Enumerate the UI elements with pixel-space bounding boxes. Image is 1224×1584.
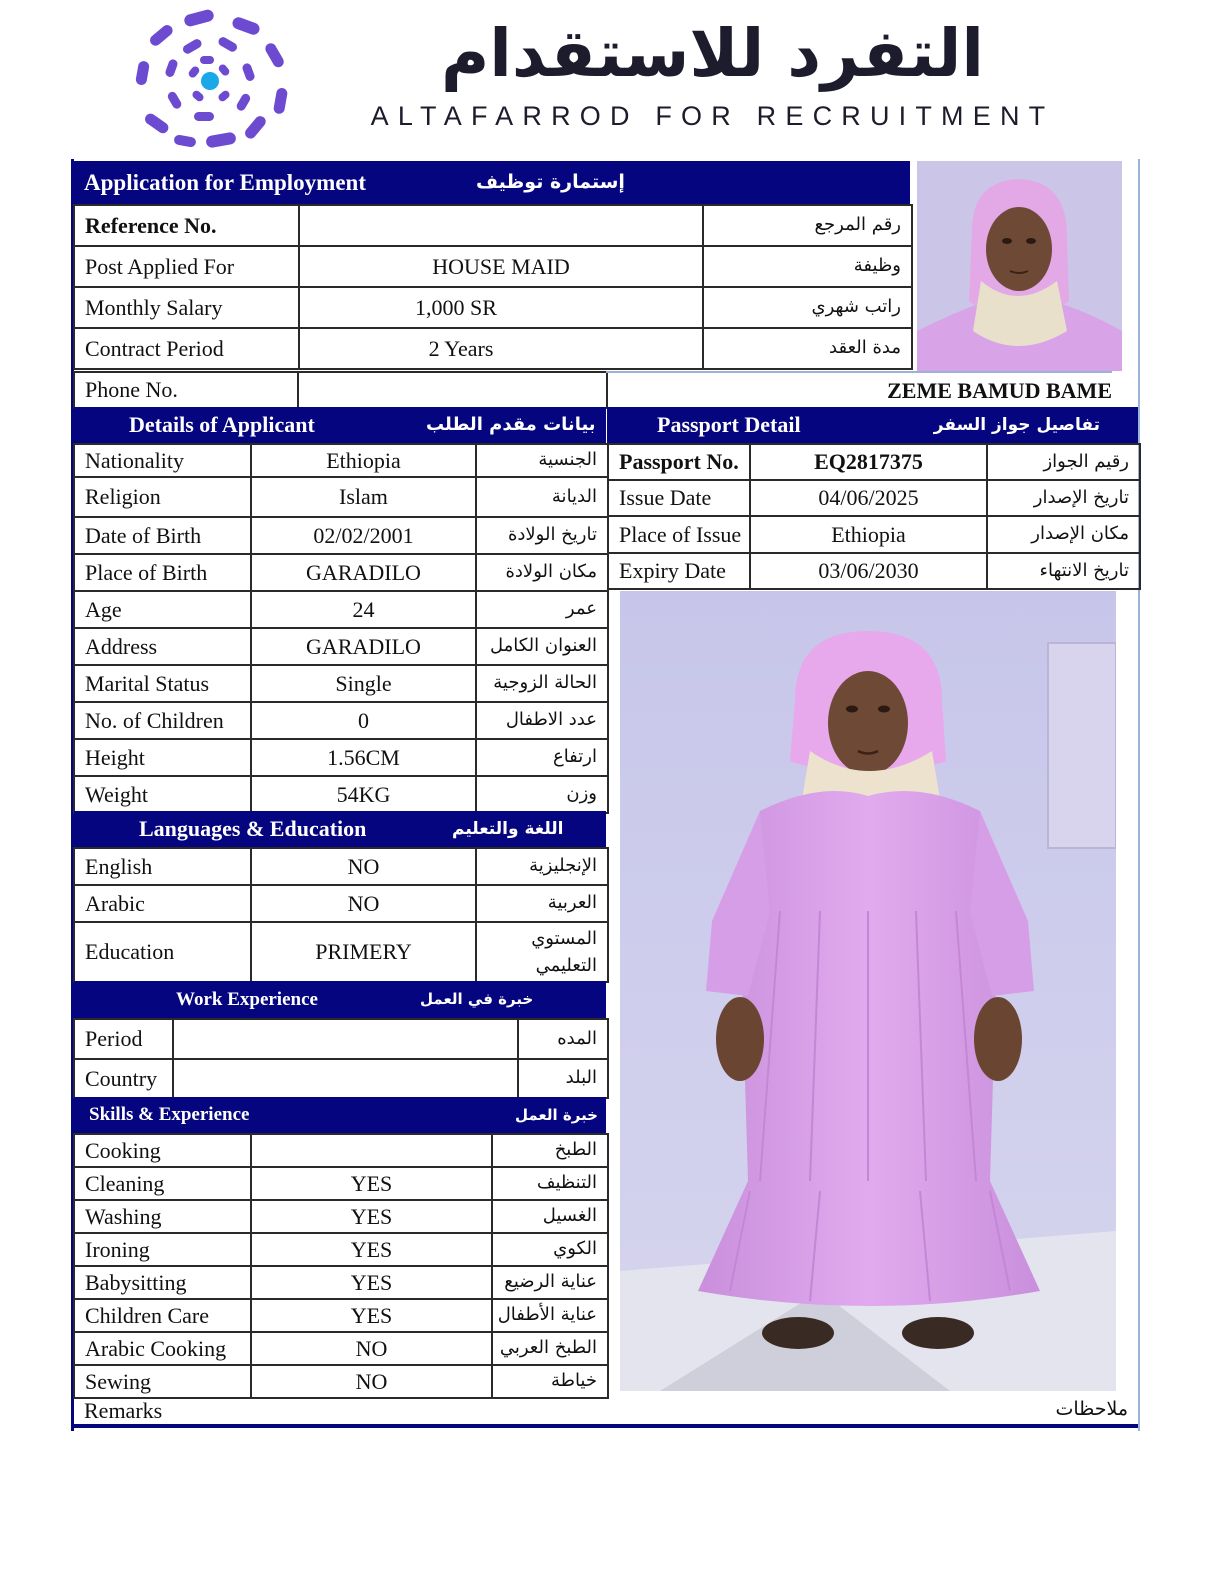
skill-label-ar: الكوي <box>492 1233 608 1266</box>
detail-label: Marital Status <box>74 665 251 702</box>
work-label-ar: البلد <box>518 1059 608 1098</box>
detail-label-ar: الحالة الزوجية <box>476 665 608 702</box>
table-row <box>74 591 608 628</box>
issue-date-value: 04/06/2025 <box>750 480 987 516</box>
table-row <box>608 444 1140 480</box>
languages-title-bar <box>74 811 606 847</box>
application-title-ar: إستمارة توظيف <box>476 171 625 193</box>
post-label: Post Applied For <box>74 246 299 287</box>
skill-value: YES <box>251 1299 492 1332</box>
detail-label-ar: وزن <box>476 776 608 813</box>
contract-label-ar: مدة العقد <box>703 328 912 369</box>
expiry-date-value: 03/06/2030 <box>750 553 987 589</box>
passport-title-en: Passport Detail <box>657 412 801 437</box>
detail-value: 0 <box>251 702 476 739</box>
table-row <box>74 922 608 982</box>
post-value: HOUSE MAID <box>299 246 703 287</box>
detail-label: Place of Birth <box>74 554 251 591</box>
table-row <box>74 1299 608 1332</box>
skill-label-ar: عناية الأطفال <box>492 1299 608 1332</box>
languages-title-ar: اللغة والتعليم <box>452 819 564 839</box>
reference-label: Reference No. <box>74 205 299 246</box>
details-title-bar <box>74 407 606 443</box>
detail-label: Religion <box>74 477 251 517</box>
table-row <box>74 246 912 287</box>
skill-label: Arabic Cooking <box>74 1332 251 1365</box>
table-row <box>74 1019 608 1059</box>
skill-label-ar: التنظيف <box>492 1167 608 1200</box>
table-row <box>74 1059 608 1098</box>
remarks-row <box>74 1392 1138 1428</box>
company-name-english: ALTAFARROD FOR RECRUITMENT <box>370 101 1055 131</box>
remarks-label: Remarks <box>84 1398 163 1423</box>
salary-label-ar: راتب شهري <box>703 287 912 328</box>
passport-label-ar: رقيم الجواز <box>987 444 1140 480</box>
table-row <box>74 205 912 246</box>
table-row <box>74 1134 608 1167</box>
education-value: PRIMERY <box>251 922 476 982</box>
detail-label-ar: الجنسية <box>476 444 608 477</box>
language-label: Arabic <box>74 885 251 922</box>
passport-value: EQ2817375 <box>750 444 987 480</box>
table-row <box>74 885 608 922</box>
table-row <box>74 628 608 665</box>
table-row <box>74 287 912 328</box>
post-label-ar: وظيفة <box>703 246 912 287</box>
work-label: Period <box>74 1019 173 1059</box>
detail-label: Height <box>74 739 251 776</box>
table-row <box>74 1233 608 1266</box>
skill-label: Sewing <box>74 1365 251 1398</box>
detail-value: 02/02/2001 <box>251 517 476 554</box>
top-info-table <box>73 204 913 370</box>
passport-table <box>607 443 1141 590</box>
table-row <box>608 553 1140 589</box>
skill-value <box>251 1134 492 1167</box>
skill-value: YES <box>251 1266 492 1299</box>
skills-title-bar <box>74 1097 606 1133</box>
skill-value: NO <box>251 1332 492 1365</box>
table-row <box>74 554 608 591</box>
skill-label-ar: خياطة <box>492 1365 608 1398</box>
expiry-date-label: Expiry Date <box>608 553 750 589</box>
work-title-en: Work Experience <box>176 989 318 1010</box>
education-label-ar-line1: المستوي <box>531 928 597 949</box>
table-row <box>74 517 608 554</box>
issue-date-label-ar: تاريخ الإصدار <box>987 480 1140 516</box>
detail-label: No. of Children <box>74 702 251 739</box>
work-label: Country <box>74 1059 173 1098</box>
table-row <box>74 1332 608 1365</box>
details-table <box>73 443 609 814</box>
language-value: NO <box>251 848 476 885</box>
skills-title-en: Skills & Experience <box>89 1104 250 1125</box>
issue-date-label: Issue Date <box>608 480 750 516</box>
application-title-en: Application for Employment <box>84 170 366 195</box>
detail-label-ar: مكان الولادة <box>476 554 608 591</box>
detail-label-ar: الديانة <box>476 477 608 517</box>
language-label: English <box>74 848 251 885</box>
detail-label-ar: عدد الاطفال <box>476 702 608 739</box>
skill-label: Ironing <box>74 1233 251 1266</box>
skill-label-ar: الغسيل <box>492 1200 608 1233</box>
table-row <box>74 1167 608 1200</box>
phone-value <box>298 372 607 408</box>
skill-label: Children Care <box>74 1299 251 1332</box>
passport-title-ar: تفاصيل جواز السفر <box>933 415 1100 435</box>
work-title-ar: خبرة في العمل <box>420 990 534 1008</box>
skill-value: NO <box>251 1365 492 1398</box>
reference-label-ar: رقم المرجع <box>703 205 912 246</box>
place-of-issue-label: Place of Issue <box>608 516 750 553</box>
detail-value: 54KG <box>251 776 476 813</box>
contract-value: 2 Years <box>299 328 703 369</box>
form-border-right <box>1138 159 1140 1431</box>
skill-label-ar: الطبخ العربي <box>492 1332 608 1365</box>
skill-label: Cooking <box>74 1134 251 1167</box>
table-row <box>74 477 608 517</box>
skill-label-ar: الطبخ <box>492 1134 608 1167</box>
education-label-ar <box>476 922 608 982</box>
salary-value: 1,000 SR <box>299 287 703 328</box>
detail-label-ar: ارتفاع <box>476 739 608 776</box>
table-row <box>74 1266 608 1299</box>
skill-label: Cleaning <box>74 1167 251 1200</box>
phone-label: Phone No. <box>74 372 298 408</box>
detail-label: Nationality <box>74 444 251 477</box>
work-value <box>173 1019 518 1059</box>
place-of-issue-value: Ethiopia <box>750 516 987 553</box>
detail-label: Age <box>74 591 251 628</box>
detail-value: GARADILO <box>251 554 476 591</box>
expiry-date-label-ar: تاريخ الانتهاء <box>987 553 1140 589</box>
table-row <box>74 739 608 776</box>
reference-value <box>299 205 703 246</box>
detail-value: Single <box>251 665 476 702</box>
detail-label: Weight <box>74 776 251 813</box>
company-logo-icon <box>122 6 298 152</box>
skills-title-ar: خبرة العمل <box>514 1106 598 1124</box>
applicant-full-photo <box>620 591 1116 1391</box>
detail-label: Address <box>74 628 251 665</box>
passport-label: Passport No. <box>608 444 750 480</box>
contract-label: Contract Period <box>74 328 299 369</box>
detail-value: Islam <box>251 477 476 517</box>
detail-value: 1.56CM <box>251 739 476 776</box>
detail-value: 24 <box>251 591 476 628</box>
work-label-ar: المده <box>518 1019 608 1059</box>
passport-title-bar <box>607 407 1138 443</box>
education-label: Education <box>74 922 251 982</box>
table-row <box>74 702 608 739</box>
table-row <box>74 444 608 477</box>
skill-label-ar: عناية الرضيع <box>492 1266 608 1299</box>
details-title-en: Details of Applicant <box>129 412 315 437</box>
work-table <box>73 1018 609 1099</box>
remarks-label-ar: ملاحظات <box>1055 1398 1128 1420</box>
detail-label-ar: عمر <box>476 591 608 628</box>
table-row <box>608 516 1140 553</box>
table-row <box>74 1200 608 1233</box>
table-row <box>74 776 608 813</box>
applicant-name: ZEME BAMUD BAME <box>606 371 1112 407</box>
company-name-arabic: التفرد للاستقدام <box>440 15 985 92</box>
table-row <box>74 848 608 885</box>
applicant-headshot <box>917 161 1122 371</box>
language-label-ar: العربية <box>476 885 608 922</box>
table-row <box>608 480 1140 516</box>
table-row <box>74 372 607 408</box>
education-label-ar-line2: التعليمي <box>535 955 597 976</box>
table-row <box>74 328 912 369</box>
skill-value: YES <box>251 1233 492 1266</box>
detail-value: Ethiopia <box>251 444 476 477</box>
skill-value: YES <box>251 1200 492 1233</box>
language-value: NO <box>251 885 476 922</box>
table-row <box>74 665 608 702</box>
skill-label: Washing <box>74 1200 251 1233</box>
place-of-issue-label-ar: مكان الإصدار <box>987 516 1140 553</box>
languages-table <box>73 847 609 983</box>
details-title-ar: بيانات مقدم الطلب <box>426 414 596 435</box>
detail-label: Date of Birth <box>74 517 251 554</box>
skill-value: YES <box>251 1167 492 1200</box>
work-value <box>173 1059 518 1098</box>
work-title-bar <box>74 981 606 1018</box>
detail-label-ar: تاريخ الولادة <box>476 517 608 554</box>
skill-label: Babysitting <box>74 1266 251 1299</box>
salary-label: Monthly Salary <box>74 287 299 328</box>
language-label-ar: الإنجليزية <box>476 848 608 885</box>
skills-table <box>73 1133 609 1399</box>
languages-title-en: Languages & Education <box>139 816 367 841</box>
detail-value: GARADILO <box>251 628 476 665</box>
phone-row-table <box>73 371 608 409</box>
detail-label-ar: العنوان الكامل <box>476 628 608 665</box>
application-title-bar <box>74 161 910 204</box>
